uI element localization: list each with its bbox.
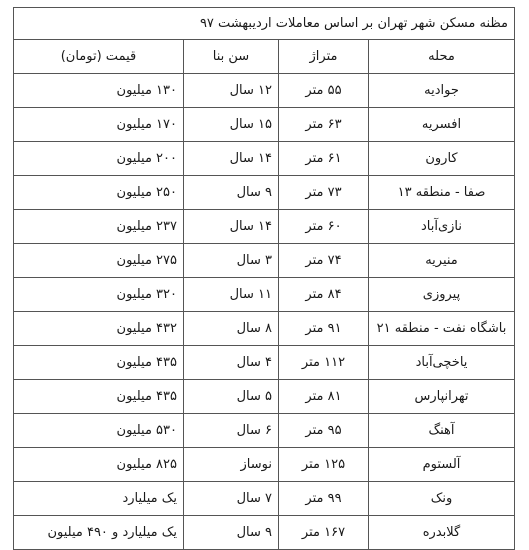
cell-neighborhood: نازی‌آباد xyxy=(369,210,515,244)
cell-price: ۲۷۵ میلیون xyxy=(13,244,183,278)
cell-area: ۹۹ متر xyxy=(279,482,369,516)
cell-age: ۱۴ سال xyxy=(184,142,279,176)
table-row xyxy=(13,516,514,550)
cell-neighborhood: صفا - منطقه ۱۳ xyxy=(369,176,515,210)
cell-area: ۸۱ متر xyxy=(279,380,369,414)
header-price: قیمت (تومان) xyxy=(13,40,183,74)
cell-area: ۱۲۵ متر xyxy=(279,448,369,482)
cell-neighborhood: آلستوم xyxy=(369,448,515,482)
cell-age: ۹ سال xyxy=(184,516,279,550)
cell-age: ۳ سال xyxy=(184,244,279,278)
table-row xyxy=(13,278,514,312)
cell-price: یک میلیارد xyxy=(13,482,183,516)
cell-price: ۲۰۰ میلیون xyxy=(13,142,183,176)
cell-area: ۶۰ متر xyxy=(279,210,369,244)
cell-age: ۶ سال xyxy=(184,414,279,448)
housing-price-table xyxy=(13,7,515,550)
cell-neighborhood: گلابدره xyxy=(369,516,515,550)
cell-price: ۲۵۰ میلیون xyxy=(13,176,183,210)
cell-area: ۹۱ متر xyxy=(279,312,369,346)
header-area: متراژ xyxy=(279,40,369,74)
table-row xyxy=(13,380,514,414)
cell-neighborhood: آهنگ xyxy=(369,414,515,448)
table-title: مظنه مسکن شهر تهران بر اساس معاملات اردیبهشت ۹۷ xyxy=(13,8,514,40)
cell-area: ۸۴ متر xyxy=(279,278,369,312)
cell-price: ۱۷۰ میلیون xyxy=(13,108,183,142)
document xyxy=(14,7,515,550)
cell-neighborhood: افسریه xyxy=(369,108,515,142)
cell-age: ۴ سال xyxy=(184,346,279,380)
cell-neighborhood: یاخچی‌آباد xyxy=(369,346,515,380)
cell-age: ۹ سال xyxy=(184,176,279,210)
cell-neighborhood: ونک xyxy=(369,482,515,516)
cell-age: ۱۵ سال xyxy=(184,108,279,142)
cell-area: ۷۴ متر xyxy=(279,244,369,278)
cell-price: ۴۳۵ میلیون xyxy=(13,380,183,414)
cell-neighborhood: باشگاه نفت - منطقه ۲۱ xyxy=(369,312,515,346)
cell-neighborhood: تهرانپارس xyxy=(369,380,515,414)
cell-area: ۶۳ متر xyxy=(279,108,369,142)
cell-price: ۴۳۵ میلیون xyxy=(13,346,183,380)
table-row xyxy=(13,108,514,142)
table-row xyxy=(13,448,514,482)
cell-price: ۵۳۰ میلیون xyxy=(13,414,183,448)
table-row xyxy=(13,176,514,210)
table-row xyxy=(13,210,514,244)
cell-area: ۵۵ متر xyxy=(279,74,369,108)
cell-neighborhood: جوادیه xyxy=(369,74,515,108)
cell-neighborhood: پیروزی xyxy=(369,278,515,312)
header-age: سن بنا xyxy=(184,40,279,74)
table-row xyxy=(13,142,514,176)
cell-age: ۱۴ سال xyxy=(184,210,279,244)
table-row xyxy=(13,346,514,380)
cell-price: ۲۳۷ میلیون xyxy=(13,210,183,244)
cell-age: ۱۱ سال xyxy=(184,278,279,312)
header-neighborhood: محله xyxy=(369,40,515,74)
table-title-row xyxy=(13,8,514,40)
cell-age: ۸ سال xyxy=(184,312,279,346)
cell-area: ۹۵ متر xyxy=(279,414,369,448)
cell-age: ۱۲ سال xyxy=(184,74,279,108)
cell-price: ۸۲۵ میلیون xyxy=(13,448,183,482)
cell-neighborhood: کارون xyxy=(369,142,515,176)
cell-area: ۶۱ متر xyxy=(279,142,369,176)
table-row xyxy=(13,414,514,448)
table-row xyxy=(13,74,514,108)
table-row xyxy=(13,482,514,516)
cell-age: ۷ سال xyxy=(184,482,279,516)
cell-price: ۳۲۰ میلیون xyxy=(13,278,183,312)
cell-age: ۵ سال xyxy=(184,380,279,414)
cell-area: ۱۶۷ متر xyxy=(279,516,369,550)
table-row xyxy=(13,244,514,278)
cell-price: ۱۳۰ میلیون xyxy=(13,74,183,108)
cell-area: ۷۳ متر xyxy=(279,176,369,210)
cell-area: ۱۱۲ متر xyxy=(279,346,369,380)
table-row xyxy=(13,312,514,346)
cell-price: یک میلیارد و ۴۹۰ میلیون xyxy=(13,516,183,550)
cell-neighborhood: منیریه xyxy=(369,244,515,278)
table-header-row xyxy=(13,40,514,74)
cell-age: نوساز xyxy=(184,448,279,482)
cell-price: ۴۳۲ میلیون xyxy=(13,312,183,346)
